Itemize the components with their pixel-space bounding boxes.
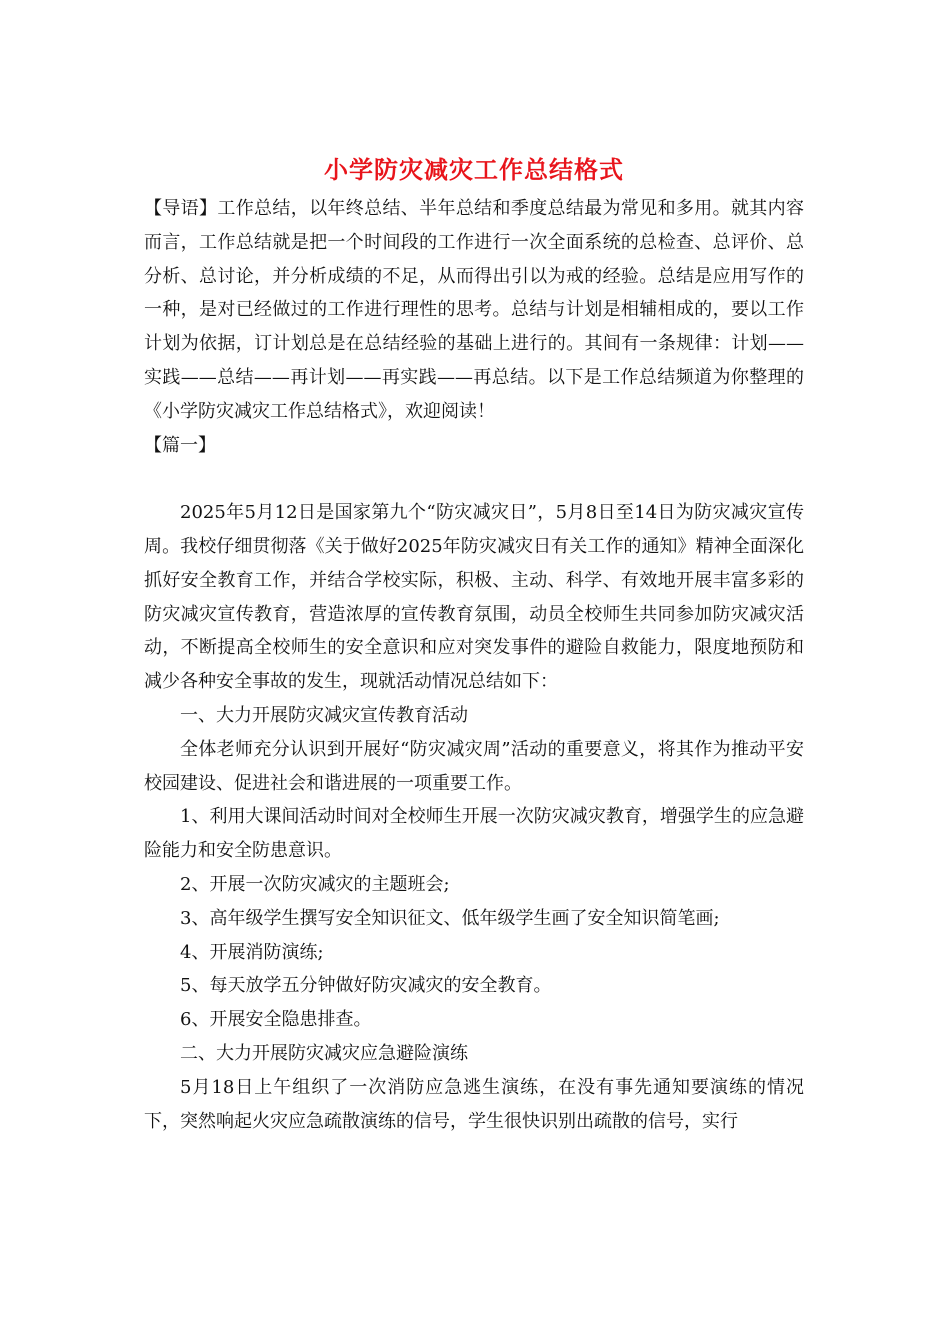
list-item-4: 4、开展消防演练; xyxy=(180,941,324,963)
list-item-3: 3、高年级学生撰写安全知识征文、低年级学生画了安全知识简笔画; xyxy=(180,907,720,929)
list-item-1: 1、利用大课间活动时间对全校师生开展一次防灾减灾教育，增强学生的应急避险能力和安全防患意识。 xyxy=(144,806,804,862)
body-paragraph-2: 全体老师充分认识到开展好“防灾减灾周”活动的重要意义，将其作为推动平安校园建设、促进社会和谐进展的一项重要工作。 xyxy=(144,738,804,794)
intro-paragraph: 【导语】工作总结，以年终总结、半年总结和季度总结最为常见和多用。就其内容而言，工作总结就是把一个时间段的工作进行一次全面系统的总检查、总评价、总分析、总讨论，并分析成绩的不足，从而得出引以为戒的经验。总结是应用写作的一种，是对已经做过的工作进行理性的思考。总结与计划是相辅相成的，要以工作计划为依据，订计划总是在总结经验的基础上进行的。其间有一条规律：计划——实践——总结——再计划——再实践——再总结。以下是工作总结频道为你整理的《小学防灾减灾工作总结格式》，欢迎阅读！ xyxy=(144,198,804,422)
heading-section-two: 二、大力开展防灾减灾应急避险演练 xyxy=(180,1042,468,1064)
document-title: 小学防灾减灾工作总结格式 xyxy=(324,155,624,184)
document-page xyxy=(144,150,804,1138)
list-item-6: 6、开展安全隐患排查。 xyxy=(180,1009,372,1031)
body-paragraph-1: 2025年5月12日是国家第九个“防灾减灾日”，5月8日至14日为防灾减灾宣传周。我校仔细贯彻落《关于做好2025年防灾减灾日有关工作的通知》精神全面深化抓好安全教育工作，并结合学校实际，积极、主动、科学、有效地开展丰富多彩的防灾减灾宣传教育，营造浓厚的宣传教育氛围，动员全校师生共同参加防灾减灾活动，不断提高全校师生的安全意识和应对突发事件的避险自救能力，限度地预防和减少各种安全事故的发生，现就活动情况总结如下： xyxy=(144,502,804,693)
heading-section-one: 一、大力开展防灾减灾宣传教育活动 xyxy=(180,704,468,726)
section-label: 【篇一】 xyxy=(144,434,216,456)
list-item-2: 2、开展一次防灾减灾的主题班会; xyxy=(180,873,450,895)
body-paragraph-3: 5月18日上午组织了一次消防应急逃生演练，在没有事先通知要演练的情况下，突然响起火灾应急疏散演练的信号，学生很快识别出疏散的信号，实行 xyxy=(144,1076,804,1132)
list-item-5: 5、每天放学五分钟做好防灾减灾的安全教育。 xyxy=(180,975,552,997)
blank-line xyxy=(144,462,804,496)
